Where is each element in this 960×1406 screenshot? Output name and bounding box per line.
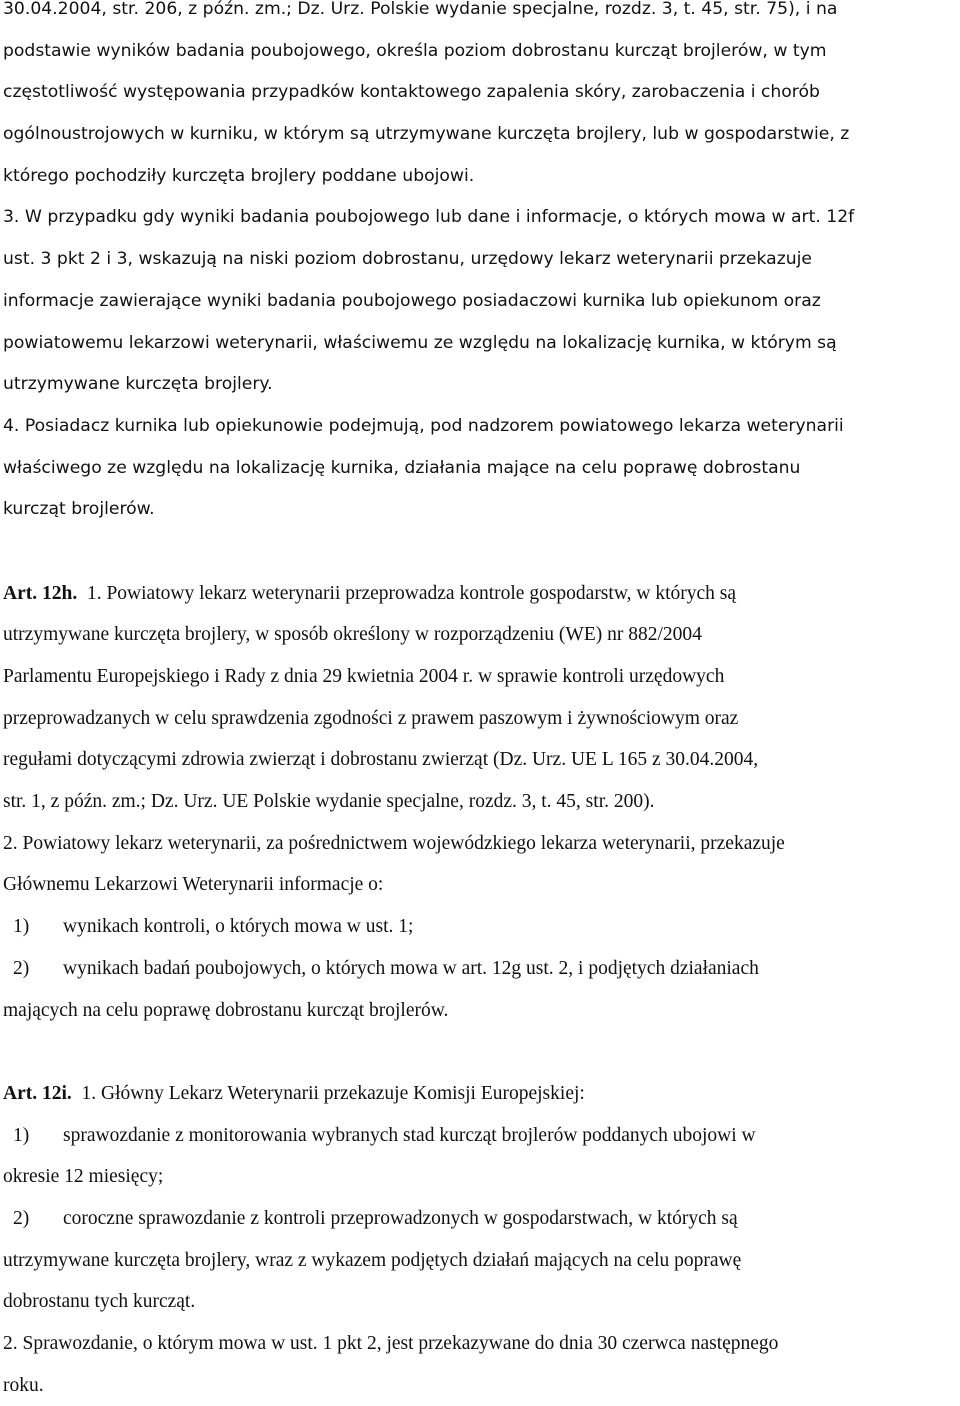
- text-line: Głównemu Lekarzowi Weterynarii informacje o:: [3, 874, 384, 896]
- text-line: 2. Powiatowy lekarz weterynarii, za pośrednictwem wojewódzkiego lekarza weterynarii, przekazuje: [3, 832, 785, 854]
- list-item-text: coroczne sprawozdanie z kontroli przeprowadzonych w gospodarstwach, w których są: [63, 1207, 738, 1229]
- article-12h-first-line: [3, 573, 955, 615]
- list-item-continuation: mających na celu poprawę dobrostanu kurcząt brojlerów.: [3, 999, 449, 1021]
- text-line: 4. Posiadacz kurnika lub opiekunowie podejmują, pod nadzorem powiatowego lekarza weterynarii: [3, 415, 844, 436]
- text-line: utrzymywane kurczęta brojlery.: [3, 374, 273, 395]
- text-line: ust. 3 pkt 2 i 3, wskazują na niski poziom dobrostanu, urzędowy lekarz weterynarii przekazuje: [3, 249, 812, 270]
- text-line: podstawie wyników badania poubojowego, określa poziom dobrostanu kurcząt brojlerów, w tym: [3, 40, 827, 61]
- list-item-text: sprawozdanie z monitorowania wybranych stad kurcząt brojlerów poddanych ubojowi w: [63, 1124, 756, 1146]
- text-line: 30.04.2004, str. 206, z późn. zm.; Dz. Urz. Polskie wydanie specjalne, rozdz. 3, t. 45, str. 75), i na: [3, 0, 838, 19]
- text-line: częstotliwość występowania przypadków kontaktowego zapalenia skóry, zarobaczenia i chorób: [3, 82, 820, 103]
- article-heading: Art. 12h.: [3, 582, 78, 604]
- text-line: utrzymywane kurczęta brojlery, w sposób określony w rozporządzeniu (WE) nr 882/2004: [3, 624, 702, 646]
- article-12i-first-line: [3, 1073, 955, 1115]
- text-line: roku.: [3, 1374, 44, 1396]
- text-line: 3. W przypadku gdy wyniki badania poubojowego lub dane i informacje, o których mowa w art. 12f: [3, 207, 855, 228]
- list-item-number: 1): [13, 916, 30, 938]
- text-line: regułami dotyczącymi zdrowia zwierząt i dobrostanu zwierząt (Dz. Urz. UE L 165 z 30.04.2004,: [3, 749, 759, 771]
- list-item-number: 2): [13, 1207, 30, 1229]
- article-heading: Art. 12i.: [3, 1082, 72, 1104]
- list-item-number: 2): [13, 957, 30, 979]
- paragraph-gap: [3, 1031, 955, 1073]
- list-item-text: wynikach badań poubojowych, o których mowa w art. 12g ust. 2, i podjętych działaniach: [63, 957, 759, 979]
- list-item-continuation: dobrostanu tych kurcząt.: [3, 1291, 196, 1313]
- text-line: 1. Powiatowy lekarz weterynarii przeprowadza kontrole gospodarstw, w których są: [86, 582, 737, 604]
- list-item-continuation: okresie 12 miesięcy;: [3, 1166, 164, 1188]
- text-line: 1. Główny Lekarz Weterynarii przekazuje Komisji Europejskiej:: [81, 1082, 585, 1104]
- list-item-text: wynikach kontroli, o których mowa w ust. 1;: [63, 916, 414, 938]
- list-item: [3, 906, 955, 948]
- list-item-number: 1): [13, 1124, 30, 1146]
- list-item-continuation: utrzymywane kurczęta brojlery, wraz z wykazem podjętych działań mających na celu poprawę: [3, 1249, 742, 1271]
- text-line: którego pochodziły kurczęta brojlery poddane ubojowi.: [3, 165, 475, 186]
- text-line: Parlamentu Europejskiego i Rady z dnia 29 kwietnia 2004 r. w sprawie kontroli urzędowych: [3, 666, 725, 687]
- list-item: [3, 1198, 955, 1240]
- text-line: informacje zawierające wyniki badania poubojowego posiadaczowi kurnika lub opiekunom oraz: [3, 290, 821, 311]
- text-line: powiatowemu lekarzowi weterynarii, właściwemu ze względu na lokalizację kurnika, w którym są: [3, 332, 837, 353]
- text-line: przeprowadzanych w celu sprawdzenia zgodności z prawem paszowym i żywnościowym oraz: [3, 707, 739, 729]
- list-item: [3, 1115, 955, 1157]
- text-line: właściwego ze względu na lokalizację kurnika, działania mające na celu poprawę dobrostanu: [3, 457, 801, 478]
- text-line: 2. Sprawozdanie, o którym mowa w ust. 1 pkt 2, jest przekazywane do dnia 30 czerwca następnego: [3, 1333, 779, 1354]
- paragraph-gap: [3, 531, 955, 573]
- text-line: kurcząt brojlerów.: [3, 499, 155, 520]
- list-item: [3, 948, 955, 990]
- text-line: str. 1, z późn. zm.; Dz. Urz. UE Polskie wydanie specjalne, rozdz. 3, t. 45, str. 200).: [3, 791, 655, 813]
- document-page: [3, 0, 955, 1406]
- text-line: ogólnoustrojowych w kurniku, w którym są utrzymywane kurczęta brojlery, lub w gospodarstwie, z: [3, 124, 850, 145]
